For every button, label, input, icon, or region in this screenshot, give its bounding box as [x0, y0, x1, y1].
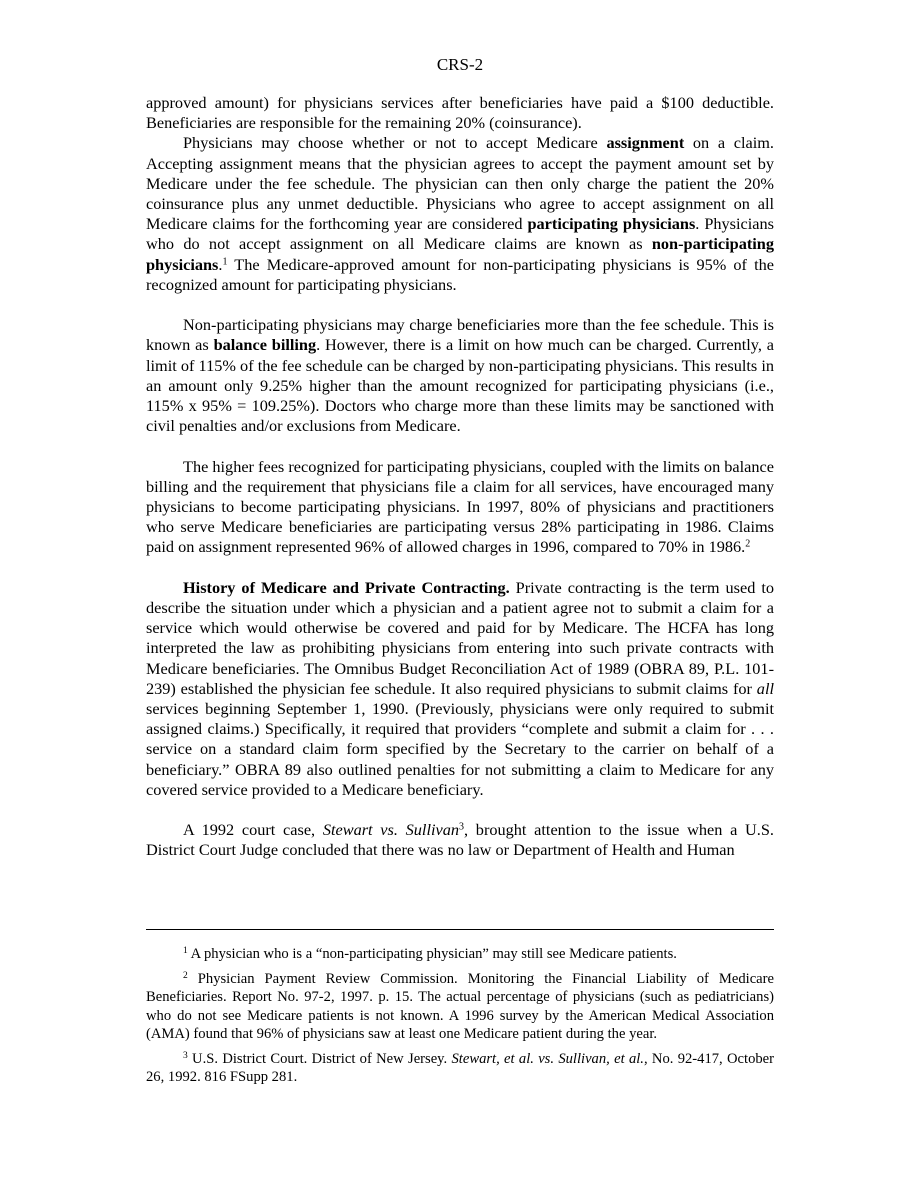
paragraph-1: [146, 93, 774, 133]
paragraph-text: .: [218, 254, 223, 274]
emphasis-all: all: [756, 678, 774, 698]
paragraph-text: A 1992 court case,: [183, 820, 323, 840]
paragraph-text: . However, there is a limit on how much can be charged. Currently, a limit of 115% of the fee schedule can be charged by non-participating physicians. This results in an amount only 9.25% higher than the amount recognized for participating physicians (i.e., 115% x 95% = 109.25%). Doctors who charge more than these limits may be sanctioned with civil penalties and/or exclusions from Medicare.: [146, 335, 774, 436]
paragraph-text: The Medicare-approved amount for non-participating physicians is 95% of the recognized amount for participating physicians.: [146, 254, 774, 294]
term-participating-physicians: participating physicians: [527, 214, 696, 234]
paragraph-text: . Physicians who do not accept assignment on all Medicare claims are known as: [146, 214, 774, 254]
footnote-1: [146, 945, 774, 963]
case-citation: Stewart, et al. vs. Sullivan, et al.: [451, 1051, 644, 1068]
footnote-number: 1: [183, 945, 188, 956]
paragraph-text: services beginning September 1, 1990. (Previously, physicians were only required to submit assigned claims.) Specifically, it required that providers “complete and submit a claim for . . . service on a standard claim form specified by the Secretary to the carrier on behalf of a beneficiary.” OBRA 89 also outlined penalties for not submitting a claim to Medicare for any covered service provided to a Medicare beneficiary.: [146, 699, 774, 799]
footnote-text: A physician who is a “non-participating physician” may still see Medicare patients.: [187, 946, 677, 962]
footnote-ref-2[interactable]: 2: [745, 538, 751, 550]
footnote-ref-3[interactable]: 3: [459, 821, 465, 833]
paragraph-text: The higher fees recognized for participating physicians, coupled with the limits on balance billing and the requirement that physicians file a claim for all services, have encouraged many physicians to become participating physicians. In 1997, 80% of physicians and practitioners who serve Medicare beneficiaries are participating versus 28% participating in 1986. Claims paid on assignment represented 96% of allowed charges in 1996, compared to 70% in 1986.: [146, 456, 774, 557]
footnote-divider: [146, 929, 774, 930]
case-name: Stewart vs. Sullivan: [322, 820, 460, 840]
footnote-text: Physician Payment Review Commission. Monitoring the Financial Liability of Medicare Beneficiaries. Report No. 97-2, 1997. p. 15. The actual percentage of physicians (such as pediatricians) who do not see Medicare patients is not known. A 1996 survey by the American Medical Association (AMA) found that 96% of physicians saw at least one Medicare patient during the year.: [146, 971, 774, 1042]
paragraph-text: approved amount) for physicians services after beneficiaries have paid a $100 deductible. Beneficiaries are responsible for the remaining 20% (coinsurance).: [146, 93, 774, 133]
footnote-ref-1[interactable]: 1: [222, 256, 228, 268]
footnote-number: 2: [183, 970, 188, 981]
footnote-3: [146, 1050, 774, 1086]
paragraph-text: Non-participating physicians may charge beneficiaries more than the fee schedule. This is known as: [146, 315, 774, 355]
footnote-text: U.S. District Court. District of New Jersey.: [187, 1051, 452, 1068]
paragraph-history: [146, 578, 774, 800]
term-non-participating-physicians: non-participating physicians: [146, 234, 774, 274]
paragraph-assignment: [146, 133, 774, 295]
page-header: [0, 55, 920, 75]
term-assignment: assignment: [606, 133, 685, 153]
page-number: CRS-2: [436, 55, 484, 74]
footnote-2: [146, 970, 774, 1043]
paragraph-text: on a claim. Accepting assignment means that the physician agrees to accept the payment amount set by Medicare under the fee schedule. The physician can then only charge the patient the 20% coinsurance plus any unmet deductible. Physicians who agree to accept assignment on all Medicare claims for the forthcoming year are considered: [146, 133, 775, 234]
term-balance-billing: balance billing: [213, 335, 317, 355]
paragraph-balance-billing: [146, 315, 774, 436]
footnotes: [146, 945, 774, 1093]
paragraph-participation-rates: [146, 457, 774, 558]
footnote-number: 3: [183, 1050, 188, 1061]
footnote-text: , No. 92-417, October 26, 1992. 816 FSupp 281.: [146, 1051, 775, 1086]
paragraph-text: , brought attention to the issue when a U.S. District Court Judge concluded that there was no law or Department of Health and Human: [146, 820, 774, 860]
section-heading: History of Medicare and Private Contracting.: [183, 577, 510, 597]
document-body: [146, 93, 774, 861]
paragraph-court-case: [146, 820, 774, 860]
paragraph-text: Physicians may choose whether or not to accept Medicare: [183, 133, 607, 153]
paragraph-text: Private contracting is the term used to describe the situation under which a physician and a patient agree not to submit a claim for a service which would otherwise be covered and paid for by Medicare. The HCFA has long interpreted the law as prohibiting physicians from entering into such private contracts with Medicare beneficiaries. The Omnibus Budget Reconciliation Act of 1989 (OBRA 89, P.L. 101-239) established the physician fee schedule. It also required physicians to submit claims for: [146, 577, 775, 698]
